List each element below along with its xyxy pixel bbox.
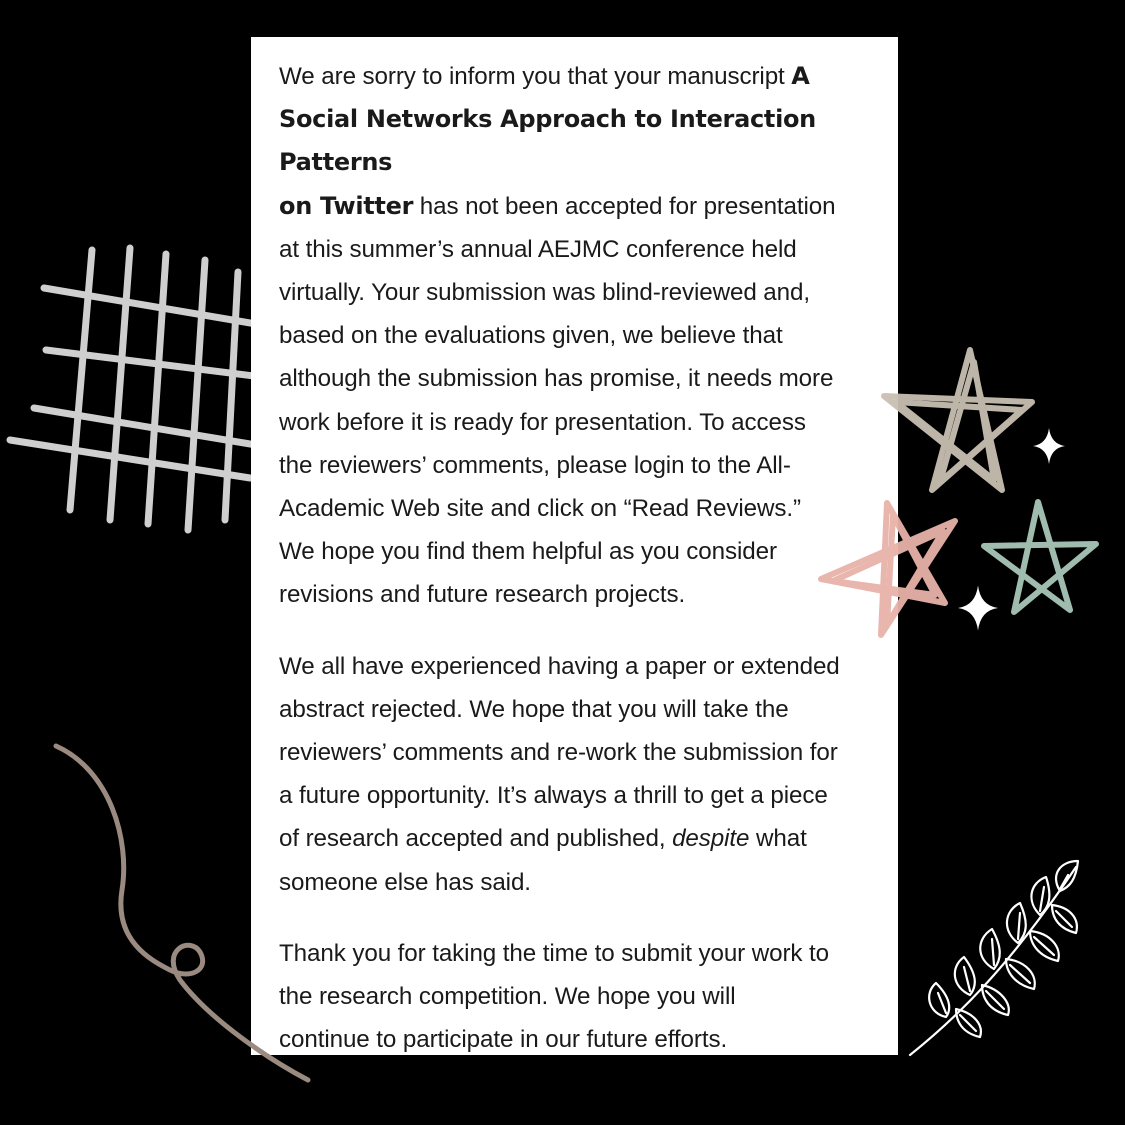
grid-doodle-icon	[0, 240, 290, 540]
emphasis-text: despite	[672, 825, 750, 853]
letter-line: We all have experienced having a paper or extended	[279, 652, 840, 680]
letter-line: Thank you for taking the time to submit your work to	[279, 939, 830, 967]
star-pink-icon	[815, 495, 965, 645]
star-beige-icon	[870, 340, 1050, 520]
letter-line: reviewers’ comments and re-work the submission for	[279, 739, 838, 767]
manuscript-title: Social Networks Approach to Interaction	[279, 105, 816, 134]
manuscript-title: A	[791, 62, 810, 90]
letter-line: virtually. Your submission was blind-reviewed and,	[279, 279, 810, 307]
letter-line: Academic Web site and click on “Read Reviews.”	[279, 495, 801, 523]
letter-line: the reviewers’ comments, please login to the All-	[279, 451, 791, 479]
leaf-branch-icon	[900, 855, 1090, 1065]
letter-line: continue to participate in our future efforts.	[279, 1026, 728, 1054]
letter-line: although the submission has promise, it needs more	[279, 365, 834, 393]
letter-line: at this summer’s annual AEJMC conference held	[279, 235, 797, 263]
letter-line: based on the evaluations given, we believe that	[279, 322, 783, 350]
letter-paragraph-2	[279, 645, 878, 904]
letter-line: a future opportunity. It’s always a thrill to get a piece	[279, 782, 828, 810]
letter-line: abstract rejected. We hope that you will take the	[279, 695, 789, 723]
sparkle-icon	[1033, 428, 1065, 464]
letter-line: revisions and future research projects.	[279, 581, 686, 609]
sparkle-icon	[958, 585, 998, 631]
letter-text: has not been accepted for presentation	[413, 192, 836, 220]
letter-line: the research competition. We hope you will	[279, 983, 736, 1011]
letter-paragraph-1	[279, 55, 878, 617]
letter-paragraph-3	[279, 932, 878, 1062]
letter-text: what	[749, 825, 807, 853]
squiggle-line-icon	[40, 730, 330, 1100]
manuscript-title: Patterns	[279, 148, 393, 177]
letter-text: We are sorry to inform you that your manuscript	[279, 63, 792, 90]
letter-line: We hope you find them helpful as you consider	[279, 538, 777, 566]
letter-line: work before it is ready for presentation. To access	[279, 408, 806, 436]
manuscript-title: on Twitter	[279, 191, 414, 220]
letter-text: of research accepted and published,	[279, 825, 673, 853]
rejection-letter	[251, 37, 898, 1055]
letter-line: someone else has said.	[279, 868, 531, 896]
